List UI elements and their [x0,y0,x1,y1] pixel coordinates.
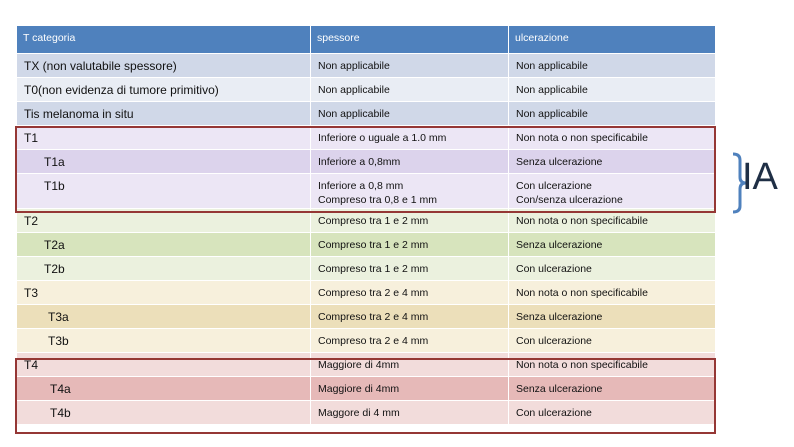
table-row [17,233,716,257]
ulceration-cell: Non nota o non specificabile [516,287,648,299]
header-t-categoria: T categoria [17,26,311,54]
t-category-cell: TX (non valutabile spessore) [24,59,177,73]
t-category-cell: T4b [50,406,71,420]
thickness-cell [311,174,508,207]
thickness-cell: Non applicabile [318,108,390,120]
stage-ia-label: IA [742,156,778,198]
thickness-cell: Maggiore di 4mm [318,383,400,395]
t-category-cell: T0(non evidenza di tumore primitivo) [24,83,219,97]
t-category-cell: T1a [44,155,65,169]
table-header-row [17,26,716,54]
thickness-cell: Non applicabile [318,60,390,72]
thickness-cell: Inferiore o uguale a 1.0 mm [318,132,447,144]
ulceration-cell: Non nota o non specificabile [516,132,648,144]
thickness-cell: Inferiore a 0,8mm [318,156,401,168]
t-category-cell: T3 [24,286,39,300]
ulceration-cell: Senza ulcerazione [516,311,603,323]
thickness-cell: Maggore di 4 mm [318,407,400,419]
t-category-cell: T3a [48,310,69,324]
ulceration-cell: Con ulcerazione [516,335,592,347]
ulceration-cell: Non nota o non specificabile [516,359,648,371]
table-row [17,150,716,174]
ulceration-cell: Non applicabile [516,108,588,120]
table-row [17,54,716,78]
ulceration-cell [509,174,715,207]
table-row [17,78,716,102]
ulceration-cell: Senza ulcerazione [516,156,603,168]
t-category-cell: T2b [44,262,65,276]
ulceration-line: Con ulcerazione [516,180,592,192]
table-row [17,377,716,401]
header-ulcerazione: ulcerazione [509,26,716,54]
thickness-cell: Compreso tra 2 e 4 mm [318,311,429,323]
t-category-cell: T4a [50,382,71,396]
ulceration-cell: Con ulcerazione [516,263,592,275]
t-category-table [16,25,716,425]
table-row [17,281,716,305]
ulceration-cell: Non applicabile [516,84,588,96]
t-category-cell: T1b [44,179,65,193]
t-category-cell: T4 [24,358,39,372]
ulceration-cell: Senza ulcerazione [516,383,603,395]
t-category-cell: T3b [48,334,69,348]
table-row [17,353,716,377]
ulceration-cell: Non nota o non specificabile [516,215,648,227]
t-category-cell: T1 [24,131,39,145]
thickness-line: Compreso tra 0,8 e 1 mm [318,194,438,206]
table-row [17,209,716,233]
table-row [17,305,716,329]
ulceration-cell: Senza ulcerazione [516,239,603,251]
ulceration-line: Con/senza ulcerazione [516,194,623,206]
t-category-cell: T2a [44,238,65,252]
header-spessore: spessore [311,26,509,54]
thickness-cell: Compreso tra 1 e 2 mm [318,263,429,275]
table-row [17,329,716,353]
table-row [17,257,716,281]
thickness-line: Inferiore a 0,8 mm [318,180,404,192]
thickness-cell: Compreso tra 1 e 2 mm [318,239,429,251]
thickness-cell: Compreso tra 2 e 4 mm [318,335,429,347]
thickness-cell: Compreso tra 1 e 2 mm [318,215,429,227]
table-row [17,401,716,425]
table-row [17,102,716,126]
ulceration-cell: Con ulcerazione [516,407,592,419]
t-category-cell: T2 [24,214,39,228]
table-row [17,126,716,150]
thickness-cell: Maggiore di 4mm [318,359,400,371]
thickness-cell: Compreso tra 2 e 4 mm [318,287,429,299]
t-category-cell: Tis melanoma in situ [24,107,134,121]
thickness-cell: Non applicabile [318,84,390,96]
ulceration-cell: Non applicabile [516,60,588,72]
table-row [17,174,716,209]
